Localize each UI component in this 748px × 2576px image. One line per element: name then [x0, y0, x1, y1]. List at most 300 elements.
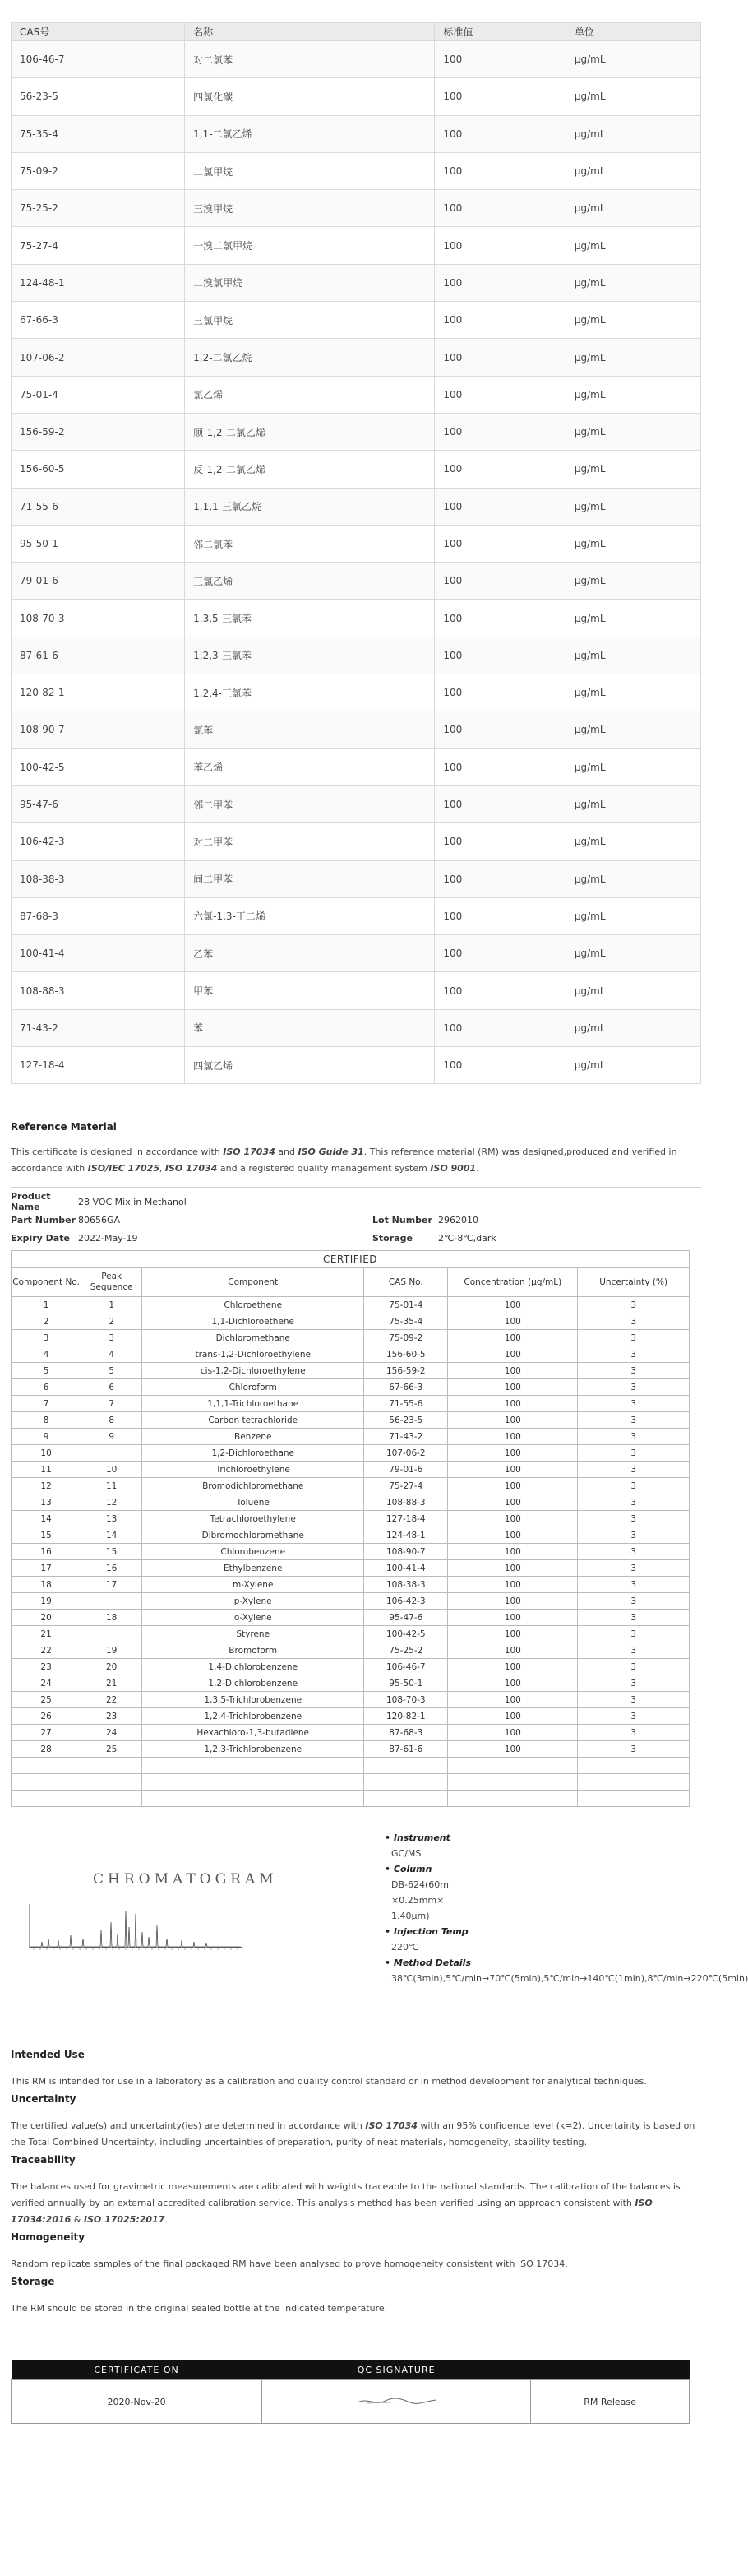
- table-cell: 15: [12, 1527, 81, 1544]
- table-cell: 100: [435, 785, 566, 822]
- storage-label: Storage: [372, 1232, 413, 1244]
- table-cell: 16: [12, 1544, 81, 1560]
- table-row: [12, 785, 701, 822]
- table-row: [12, 935, 701, 972]
- intended-use-title: Intended Use: [11, 2049, 85, 2061]
- table-cell: 13: [81, 1511, 142, 1527]
- table-cell: 107-06-2: [364, 1445, 448, 1462]
- table-cell: Dibromochloromethane: [142, 1527, 364, 1544]
- table-cell: 100: [448, 1659, 578, 1675]
- chromatogram-trace: [30, 1911, 241, 1947]
- table-row: [12, 1659, 690, 1675]
- table-cell: μg/mL: [566, 1009, 700, 1046]
- table-cell: 75-35-4: [12, 115, 185, 152]
- table-cell: μg/mL: [566, 748, 700, 785]
- certified-header-cell: Component No.: [12, 1268, 81, 1297]
- table-cell: 106-42-3: [12, 823, 185, 860]
- lot-number-label: Lot Number: [372, 1214, 432, 1225]
- table-cell: 87-61-6: [364, 1741, 448, 1758]
- table-cell: Dichloromethane: [142, 1330, 364, 1346]
- table-cell: 106-42-3: [364, 1593, 448, 1610]
- table-cell: 3: [578, 1445, 690, 1462]
- table-row: [12, 115, 701, 152]
- table-cell: 100: [435, 227, 566, 264]
- table-cell: 100: [448, 1494, 578, 1511]
- table-cell: μg/mL: [566, 451, 700, 488]
- column-value: DB-624(60m×0.25mm×1.40μm): [391, 1879, 449, 1922]
- handwritten-signature: [351, 2393, 441, 2409]
- cas-header-cell: 标准值: [435, 23, 566, 41]
- table-cell: 17: [12, 1560, 81, 1577]
- table-cell: 25: [12, 1692, 81, 1708]
- table-cell: 四氯化碳: [185, 78, 435, 115]
- signature-image: [262, 2380, 531, 2424]
- table-row: [12, 1462, 690, 1478]
- table-cell: 100: [448, 1412, 578, 1429]
- instrument-label: • Instrument: [385, 1832, 450, 1844]
- empty-cell: [142, 1758, 364, 1774]
- table-row: [12, 748, 701, 785]
- table-cell: 100: [435, 897, 566, 934]
- cas-header-cell: 单位: [566, 23, 700, 41]
- table-cell: 100: [435, 860, 566, 897]
- certified-header-cell: Uncertainty (%): [578, 1268, 690, 1297]
- table-cell: 3: [12, 1330, 81, 1346]
- release-header: [531, 2360, 690, 2380]
- empty-cell: [578, 1758, 690, 1774]
- table-cell: 3: [578, 1494, 690, 1511]
- empty-row: [12, 1791, 690, 1807]
- table-cell: 100: [435, 1047, 566, 1084]
- divider: [11, 1187, 701, 1188]
- table-cell: 1,2,4-Trichlorobenzene: [142, 1708, 364, 1725]
- table-cell: 100: [448, 1478, 578, 1494]
- table-cell: μg/mL: [566, 637, 700, 674]
- table-cell: μg/mL: [566, 339, 700, 376]
- empty-cell: [448, 1791, 578, 1807]
- empty-cell: [12, 1758, 81, 1774]
- table-cell: Chloroethene: [142, 1297, 364, 1313]
- certified-header-cell: Component: [142, 1268, 364, 1297]
- table-cell: 27: [12, 1725, 81, 1741]
- table-row: [12, 1511, 690, 1527]
- table-cell: Carbon tetrachloride: [142, 1412, 364, 1429]
- table-row: [12, 1544, 690, 1560]
- table-cell: 2: [81, 1313, 142, 1330]
- table-cell: [81, 1626, 142, 1642]
- table-row: [12, 1445, 690, 1462]
- table-cell: 苯乙烯: [185, 748, 435, 785]
- table-cell: 100: [448, 1445, 578, 1462]
- table-cell: μg/mL: [566, 785, 700, 822]
- table-cell: 六氯-1,3-丁二烯: [185, 897, 435, 934]
- table-cell: 108-70-3: [12, 600, 185, 637]
- table-cell: 100: [435, 711, 566, 748]
- table-cell: 100: [448, 1379, 578, 1396]
- table-row: [12, 78, 701, 115]
- table-cell: 100: [448, 1511, 578, 1527]
- table-cell: 100: [448, 1626, 578, 1642]
- table-cell: μg/mL: [566, 563, 700, 600]
- table-cell: 13: [12, 1494, 81, 1511]
- table-cell: 3: [81, 1330, 142, 1346]
- table-cell: 156-59-2: [12, 413, 185, 450]
- signature-table: [11, 2360, 690, 2424]
- reference-material-text: This certificate is designed in accordance with ISO 17034 and ISO Guide 31. This reference material (RM) was designed,produced and verified in accordance with ISO/IEC 17025, ISO 17034 and a registered quality management system ISO 9001.: [11, 1147, 677, 1174]
- storage-title: Storage: [11, 2276, 55, 2288]
- empty-cell: [448, 1774, 578, 1791]
- table-cell: μg/mL: [566, 525, 700, 562]
- uncertainty-text: The certified value(s) and uncertainty(ies) are determined in accordance with ISO 17034 with an 95% confidence level (k=2). Uncertainty is based on the Total Combined Uncertainty, including uncertainties of preparation, purity of neat materials, homogeneity, stability testing.: [11, 2120, 695, 2148]
- table-row: [12, 1297, 690, 1313]
- table-cell: 1,2-Dichloroethane: [142, 1445, 364, 1462]
- table-cell: 75-01-4: [12, 376, 185, 413]
- empty-cell: [81, 1791, 142, 1807]
- table-cell: 100: [435, 1009, 566, 1046]
- table-cell: 100: [448, 1363, 578, 1379]
- table-cell: 100: [448, 1708, 578, 1725]
- homogeneity-text: Random replicate samples of the final packaged RM have been analysed to prove homogeneity consistent with ISO 17034.: [11, 2259, 568, 2270]
- table-cell: 10: [81, 1462, 142, 1478]
- table-cell: 107-06-2: [12, 339, 185, 376]
- table-row: [12, 1330, 690, 1346]
- chromatogram-title: CHROMATOGRAM: [93, 1871, 278, 1888]
- table-cell: 三氯乙烯: [185, 563, 435, 600]
- table-cell: Bromodichloromethane: [142, 1478, 364, 1494]
- table-cell: 6: [81, 1379, 142, 1396]
- table-cell: 23: [12, 1659, 81, 1675]
- table-cell: 100: [435, 152, 566, 189]
- table-cell: 氯苯: [185, 711, 435, 748]
- table-cell: 22: [12, 1642, 81, 1659]
- certificate-on-header: CERTIFICATE ON: [12, 2360, 262, 2380]
- empty-cell: [81, 1758, 142, 1774]
- table-cell: 3: [578, 1708, 690, 1725]
- table-row: [12, 563, 701, 600]
- table-cell: 100: [448, 1544, 578, 1560]
- table-cell: 11: [81, 1478, 142, 1494]
- product-name: 28 VOC Mix in Methanol: [78, 1196, 187, 1207]
- table-cell: 100: [448, 1297, 578, 1313]
- empty-row: [12, 1758, 690, 1774]
- certified-table-body: [12, 1297, 690, 1807]
- certified-header-cell: Peak Sequence: [81, 1268, 142, 1297]
- table-cell: 1,2,3-三氯苯: [185, 637, 435, 674]
- table-cell: 108-90-7: [364, 1544, 448, 1560]
- table-cell: 8: [81, 1412, 142, 1429]
- table-cell: 5: [81, 1363, 142, 1379]
- table-row: [12, 339, 701, 376]
- table-row: [12, 1642, 690, 1659]
- table-cell: 100: [435, 376, 566, 413]
- table-cell: 氯乙烯: [185, 376, 435, 413]
- table-cell: 二溴氯甲烷: [185, 264, 435, 301]
- table-cell: 100: [435, 823, 566, 860]
- table-cell: 20: [12, 1610, 81, 1626]
- table-cell: 11: [12, 1462, 81, 1478]
- table-row: [12, 1412, 690, 1429]
- table-cell: 100: [435, 748, 566, 785]
- table-cell: 100: [448, 1741, 578, 1758]
- table-cell: 108-88-3: [364, 1494, 448, 1511]
- table-cell: 79-01-6: [12, 563, 185, 600]
- table-row: [12, 376, 701, 413]
- table-cell: 18: [81, 1610, 142, 1626]
- product-info: [11, 1193, 701, 1247]
- certified-header-cell: CAS No.: [364, 1268, 448, 1297]
- table-cell: 9: [81, 1429, 142, 1445]
- table-cell: 12: [81, 1494, 142, 1511]
- table-row: [12, 1610, 690, 1626]
- table-cell: 3: [578, 1725, 690, 1741]
- table-row: [12, 190, 701, 227]
- certified-table-header: [12, 1268, 690, 1297]
- expiry-date-label: Expiry Date: [11, 1232, 70, 1244]
- table-cell: 100: [448, 1313, 578, 1330]
- empty-cell: [364, 1758, 448, 1774]
- table-cell: p-Xylene: [142, 1593, 364, 1610]
- table-cell: 4: [81, 1346, 142, 1363]
- table-cell: 124-48-1: [12, 264, 185, 301]
- table-cell: 127-18-4: [364, 1511, 448, 1527]
- table-row: [12, 1692, 690, 1708]
- cas-header-cell: 名称: [185, 23, 435, 41]
- table-cell: 100: [448, 1725, 578, 1741]
- empty-cell: [12, 1791, 81, 1807]
- table-row: [12, 860, 701, 897]
- table-cell: o-Xylene: [142, 1610, 364, 1626]
- table-cell: 3: [578, 1593, 690, 1610]
- table-cell: 100: [448, 1346, 578, 1363]
- table-row: [12, 1560, 690, 1577]
- table-cell: 100-41-4: [12, 935, 185, 972]
- table-cell: 1,2,4-三氯苯: [185, 674, 435, 711]
- table-cell: 124-48-1: [364, 1527, 448, 1544]
- table-cell: 5: [12, 1363, 81, 1379]
- table-row: [12, 1494, 690, 1511]
- injection-temp-value: 220℃: [391, 1942, 419, 1953]
- intended-use-text: This RM is intended for use in a laboratory as a calibration and quality control standard or in method development for analytical techniques.: [11, 2076, 647, 2087]
- table-cell: 120-82-1: [364, 1708, 448, 1725]
- table-row: [12, 972, 701, 1009]
- cas-table-body: [12, 41, 701, 1084]
- table-cell: Styrene: [142, 1626, 364, 1642]
- table-cell: 100: [448, 1642, 578, 1659]
- empty-cell: [142, 1774, 364, 1791]
- table-cell: 3: [578, 1741, 690, 1758]
- table-row: [12, 637, 701, 674]
- table-cell: 14: [81, 1527, 142, 1544]
- table-cell: 3: [578, 1577, 690, 1593]
- table-cell: cis-1,2-Dichloroethylene: [142, 1363, 364, 1379]
- part-number-label: Part Number: [11, 1214, 76, 1225]
- table-cell: μg/mL: [566, 41, 700, 78]
- table-cell: 100: [435, 600, 566, 637]
- table-cell: Tetrachloroethylene: [142, 1511, 364, 1527]
- empty-cell: [142, 1791, 364, 1807]
- instrument-value: GC/MS: [391, 1848, 422, 1860]
- empty-cell: [12, 1774, 81, 1791]
- table-row: [12, 488, 701, 525]
- table-cell: 100: [435, 41, 566, 78]
- table-cell: 95-47-6: [12, 785, 185, 822]
- table-cell: 间二甲苯: [185, 860, 435, 897]
- table-cell: 100: [448, 1527, 578, 1544]
- table-cell: 100: [435, 525, 566, 562]
- table-cell: 100: [435, 413, 566, 450]
- table-cell: μg/mL: [566, 227, 700, 264]
- table-row: [12, 674, 701, 711]
- table-cell: 7: [81, 1396, 142, 1412]
- table-cell: μg/mL: [566, 1047, 700, 1084]
- table-cell: μg/mL: [566, 823, 700, 860]
- table-cell: 3: [578, 1626, 690, 1642]
- table-cell: 100-41-4: [364, 1560, 448, 1577]
- table-row: [12, 302, 701, 339]
- table-cell: 156-59-2: [364, 1363, 448, 1379]
- table-cell: 1,2-Dichlorobenzene: [142, 1675, 364, 1692]
- table-cell: μg/mL: [566, 302, 700, 339]
- table-cell: 87-68-3: [12, 897, 185, 934]
- table-row: [12, 1363, 690, 1379]
- table-row: [12, 525, 701, 562]
- table-row: [12, 1675, 690, 1692]
- table-row: [12, 823, 701, 860]
- storage-text: The RM should be stored in the original sealed bottle at the indicated temperature.: [11, 2303, 388, 2314]
- table-cell: 95-50-1: [364, 1675, 448, 1692]
- table-cell: Benzene: [142, 1429, 364, 1445]
- table-cell: μg/mL: [566, 152, 700, 189]
- table-cell: μg/mL: [566, 488, 700, 525]
- table-cell: 71-55-6: [12, 488, 185, 525]
- table-cell: 26: [12, 1708, 81, 1725]
- certified-header-cell: Concentration (μg/mL): [448, 1268, 578, 1297]
- chromatogram-image: [25, 1900, 247, 1957]
- table-cell: 75-09-2: [364, 1330, 448, 1346]
- qc-signature-header: QC SIGNATURE: [262, 2360, 531, 2380]
- chromatogram-section: [11, 1830, 748, 1995]
- table-cell: 100: [448, 1560, 578, 1577]
- injection-temp-label: • Injection Temp: [385, 1926, 469, 1938]
- lot-number: 2962010: [438, 1214, 478, 1225]
- table-row: [12, 1346, 690, 1363]
- table-cell: 19: [81, 1642, 142, 1659]
- product-name-label: Product Name: [11, 1191, 51, 1213]
- table-cell: 3: [578, 1313, 690, 1330]
- table-row: [12, 1626, 690, 1642]
- table-cell: 108-70-3: [364, 1692, 448, 1708]
- table-cell: μg/mL: [566, 190, 700, 227]
- table-cell: 3: [578, 1346, 690, 1363]
- table-cell: 106-46-7: [364, 1659, 448, 1675]
- table-cell: 75-01-4: [364, 1297, 448, 1313]
- table-cell: 三溴甲烷: [185, 190, 435, 227]
- table-cell: 100: [435, 264, 566, 301]
- table-cell: 1,2,3-Trichlorobenzene: [142, 1741, 364, 1758]
- table-cell: μg/mL: [566, 78, 700, 115]
- table-cell: 12: [12, 1478, 81, 1494]
- table-cell: 3: [578, 1659, 690, 1675]
- table-row: [12, 1047, 701, 1084]
- table-cell: 甲苯: [185, 972, 435, 1009]
- table-cell: 3: [578, 1379, 690, 1396]
- table-cell: μg/mL: [566, 376, 700, 413]
- table-cell: 3: [578, 1330, 690, 1346]
- table-row: [12, 1741, 690, 1758]
- table-row: [12, 264, 701, 301]
- table-cell: 8: [12, 1412, 81, 1429]
- table-cell: 3: [578, 1692, 690, 1708]
- table-cell: 3: [578, 1527, 690, 1544]
- table-cell: 7: [12, 1396, 81, 1412]
- table-cell: 对二甲苯: [185, 823, 435, 860]
- table-cell: μg/mL: [566, 413, 700, 450]
- table-cell: μg/mL: [566, 674, 700, 711]
- table-cell: 108-90-7: [12, 711, 185, 748]
- table-cell: 75-09-2: [12, 152, 185, 189]
- table-cell: 15: [81, 1544, 142, 1560]
- table-cell: 71-43-2: [364, 1429, 448, 1445]
- table-cell: 100: [435, 674, 566, 711]
- uncertainty-title: Uncertainty: [11, 2093, 76, 2106]
- table-cell: 4: [12, 1346, 81, 1363]
- table-row: [12, 1379, 690, 1396]
- table-cell: μg/mL: [566, 935, 700, 972]
- table-cell: 1,3,5-三氯苯: [185, 600, 435, 637]
- table-cell: μg/mL: [566, 600, 700, 637]
- table-cell: 3: [578, 1462, 690, 1478]
- table-cell: 120-82-1: [12, 674, 185, 711]
- table-cell: trans-1,2-Dichloroethylene: [142, 1346, 364, 1363]
- table-cell: 3: [578, 1412, 690, 1429]
- table-row: [12, 451, 701, 488]
- table-cell: 100: [448, 1396, 578, 1412]
- column-label: • Column: [385, 1864, 432, 1875]
- empty-cell: [578, 1791, 690, 1807]
- table-cell: 75-27-4: [364, 1478, 448, 1494]
- certificate-date: 2020-Nov-20: [12, 2380, 262, 2424]
- table-cell: 100: [435, 451, 566, 488]
- rm-release: RM Release: [531, 2380, 690, 2424]
- table-cell: 71-43-2: [12, 1009, 185, 1046]
- table-cell: 100: [435, 935, 566, 972]
- table-cell: 100: [448, 1692, 578, 1708]
- empty-cell: [364, 1791, 448, 1807]
- table-cell: 23: [81, 1708, 142, 1725]
- part-number: 80656GA: [78, 1214, 121, 1225]
- table-cell: 1,1,1-三氯乙烷: [185, 488, 435, 525]
- table-cell: μg/mL: [566, 115, 700, 152]
- table-cell: 156-60-5: [12, 451, 185, 488]
- table-row: [12, 41, 701, 78]
- table-cell: 20: [81, 1659, 142, 1675]
- table-cell: Trichloroethylene: [142, 1462, 364, 1478]
- cas-table: [11, 22, 701, 1084]
- table-row: [12, 897, 701, 934]
- table-cell: 10: [12, 1445, 81, 1462]
- table-cell: 21: [81, 1675, 142, 1692]
- table-cell: 100: [435, 339, 566, 376]
- table-cell: 100: [448, 1462, 578, 1478]
- table-row: [12, 1725, 690, 1741]
- table-cell: 一溴二氯甲烷: [185, 227, 435, 264]
- table-cell: 100: [435, 972, 566, 1009]
- table-cell: 1,3,5-Trichlorobenzene: [142, 1692, 364, 1708]
- table-cell: 100-42-5: [12, 748, 185, 785]
- table-cell: 75-25-2: [12, 190, 185, 227]
- certified-table: [11, 1250, 690, 1807]
- table-cell: 56-23-5: [364, 1412, 448, 1429]
